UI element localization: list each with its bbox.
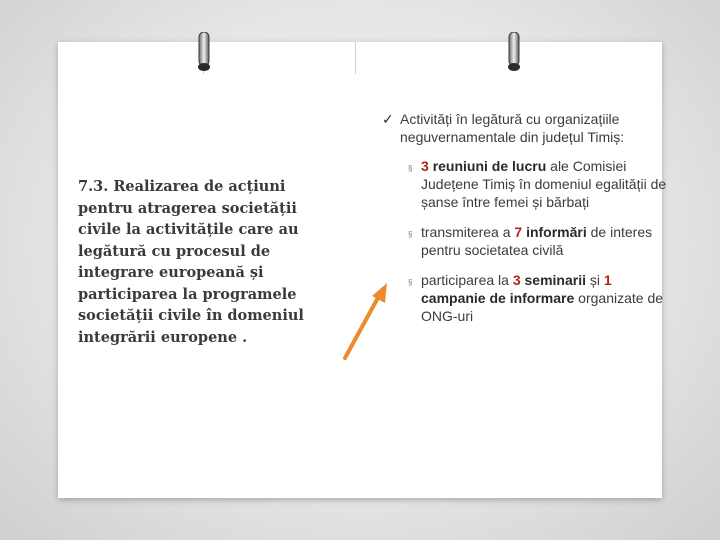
- bullet-icon: §: [408, 278, 413, 287]
- item2-number: 7: [514, 224, 523, 240]
- fold-line-right: [355, 42, 356, 74]
- check-icon: ✓: [382, 111, 394, 127]
- activities-heading-text: Activități în legătură cu organizațiile neguvernamentale din județul Timiș:: [400, 111, 625, 145]
- item2-bold: informări: [526, 224, 587, 240]
- list-item: [382, 157, 672, 211]
- item1-bold: reuniuni de lucru: [432, 158, 547, 174]
- activities-panel: [382, 110, 672, 325]
- item3-pre: participarea la: [421, 272, 509, 288]
- bullet-icon: §: [408, 164, 413, 173]
- activities-heading: [382, 110, 672, 146]
- list-item: [382, 271, 672, 325]
- section-heading: 7.3. Realizarea de acțiuni pentru atragerea societății civile la activitățile care au legătură cu procesul de integrare europeană și participarea la programele societății civile în domeniul integrării europene .: [78, 178, 304, 346]
- list-item: [382, 223, 672, 259]
- item3-number1: 3: [512, 272, 521, 288]
- item1-text: ale Comisiei Județene Timiș în domeniul egalității de șanse între femei și bărbați: [421, 158, 667, 210]
- pushpin-right-icon: [507, 32, 521, 72]
- item3-bold1: seminarii: [524, 272, 586, 288]
- item3-bold2: campanie de informare: [421, 290, 575, 306]
- item2-pre: transmiterea a: [421, 224, 511, 240]
- bullet-icon: §: [408, 230, 413, 239]
- item2-text: de interes pentru societatea civilă: [421, 224, 653, 258]
- item1-number: 3: [421, 158, 429, 174]
- pushpin-left-icon: [197, 32, 211, 72]
- item3-text: organizate de ONG-uri: [421, 290, 664, 324]
- item3-mid: și: [589, 272, 601, 288]
- item3-number2: 1: [603, 272, 612, 288]
